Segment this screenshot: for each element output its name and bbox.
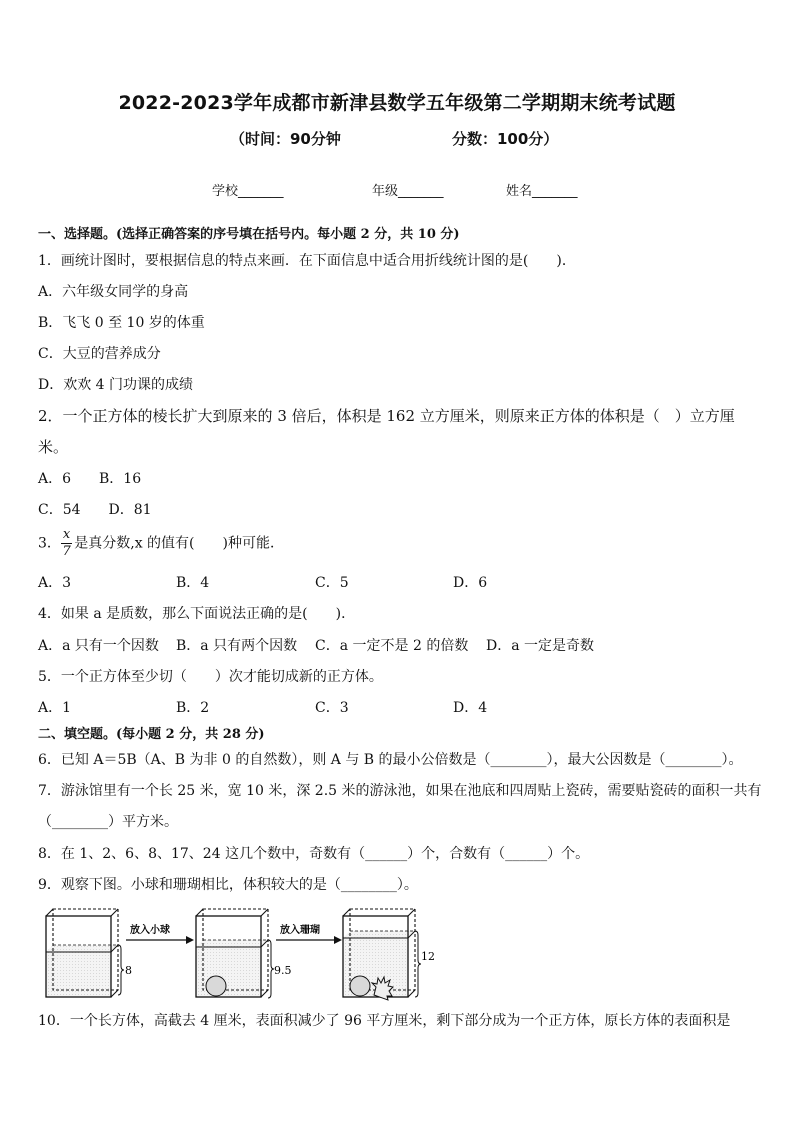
q3-fraction: [61, 527, 72, 560]
q1-option-d: D．欢欢 4 门功课的成绩: [38, 377, 194, 393]
q3-fraction-denominator: 7: [62, 544, 71, 559]
exam-time: （时间：90分钟: [230, 130, 341, 148]
question-8: 8．在 1、2、6、8、17、24 这几个数中，奇数有（______）个，合数有（______）个。: [38, 846, 590, 862]
exam-score: 分数：100分）: [452, 130, 559, 148]
question-10: 10．一个长方体，高截去 4 厘米，表面积减少了 96 平方厘米，剩下部分成为一个正方体，原长方体的表面积是: [38, 1013, 731, 1029]
height-label-1: 8: [125, 964, 132, 977]
q5-option-a: A．1: [38, 700, 72, 716]
question-4: 4．如果 a 是质数，那么下面说法正确的是( )．: [38, 606, 356, 622]
q3-fraction-numerator: x: [62, 527, 71, 542]
height-label-2: 9.5: [274, 964, 292, 977]
arrow-1: [126, 923, 194, 944]
height-label-3: 12: [421, 950, 435, 963]
question-7: 7．游泳馆里有一个长 25 米，宽 10 米，深 2.5 米的游泳池，如果在池底和四周贴上瓷砖，需要贴瓷砖的面积一共有: [38, 783, 762, 799]
question-2: 2．一个正方体的棱长扩大到原来的 3 倍后，体积是 162 立方厘米，则原来正方体的体积是（ ）立方厘: [38, 407, 735, 425]
q4-option-a: A．a 只有一个因数: [38, 638, 159, 654]
container-1: [46, 909, 132, 997]
name-field: 姓名_______: [506, 184, 578, 199]
q5-option-c: C．3: [315, 700, 349, 716]
arrow-label-1: 放入小球: [130, 925, 170, 936]
q3-option-b: B．4: [176, 575, 210, 591]
container-3: [343, 909, 435, 1000]
q1-option-a: A．六年级女同学的身高: [38, 284, 189, 300]
q3-stem: 是真分数,x 的值有( )种可能．: [74, 535, 284, 552]
question-1: 1．画统计图时，要根据信息的特点来画．在下面信息中适合用折线统计图的是( )．: [38, 253, 576, 269]
school-field: 学校_______: [212, 184, 284, 199]
container-2: [196, 909, 292, 998]
question-6: 6．已知 A＝5B（A、B 为非 0 的自然数），则 A 与 B 的最小公倍数是（________），最大公因数是（________）。: [38, 752, 743, 768]
question-5: 5．一个正方体至少切（ ）次才能切成新的正方体。: [38, 669, 383, 685]
q5-option-b: B．2: [176, 700, 210, 716]
arrow-label-2: 放入珊瑚: [280, 925, 320, 936]
ball-icon: [350, 976, 370, 996]
q4-option-d: D．a 一定是奇数: [486, 638, 595, 654]
q5-option-d: D．4: [453, 700, 488, 716]
question-9: 9．观察下图。小球和珊瑚相比，体积较大的是（________）。: [38, 877, 418, 893]
arrow-2: [276, 923, 342, 944]
q3-number: 3．: [38, 535, 61, 552]
q1-option-c: C．大豆的营养成分: [38, 346, 161, 362]
q1-option-b: B．飞飞 0 至 10 岁的体重: [38, 315, 205, 331]
question-7-cont: （________）平方米。: [38, 814, 178, 830]
question-3: [38, 527, 284, 560]
section-heading-choice: 一、选择题。(选择正确答案的序号填在括号内。每小题 2 分，共 10 分): [38, 227, 460, 242]
question-2-cont: 米。: [38, 438, 69, 456]
q3-option-d: D．6: [453, 575, 488, 591]
q9-figure: [38, 900, 458, 1005]
page-title: 2022-2023学年成都市新津县数学五年级第二学期期末统考试题: [118, 92, 676, 114]
q3-option-a: A．3: [38, 575, 72, 591]
section-heading-fill: 二、填空题。(每小题 2 分，共 28 分): [38, 727, 265, 742]
grade-field: 年级_______: [372, 184, 444, 199]
q2-options-cd: C．54 D．81: [38, 502, 152, 518]
q4-option-c: C．a 一定不是 2 的倍数: [315, 638, 469, 654]
q4-option-b: B．a 只有两个因数: [176, 638, 298, 654]
q3-option-c: C．5: [315, 575, 349, 591]
ball-icon: [206, 976, 226, 996]
q2-options-ab: A．6 B．16: [38, 471, 142, 487]
